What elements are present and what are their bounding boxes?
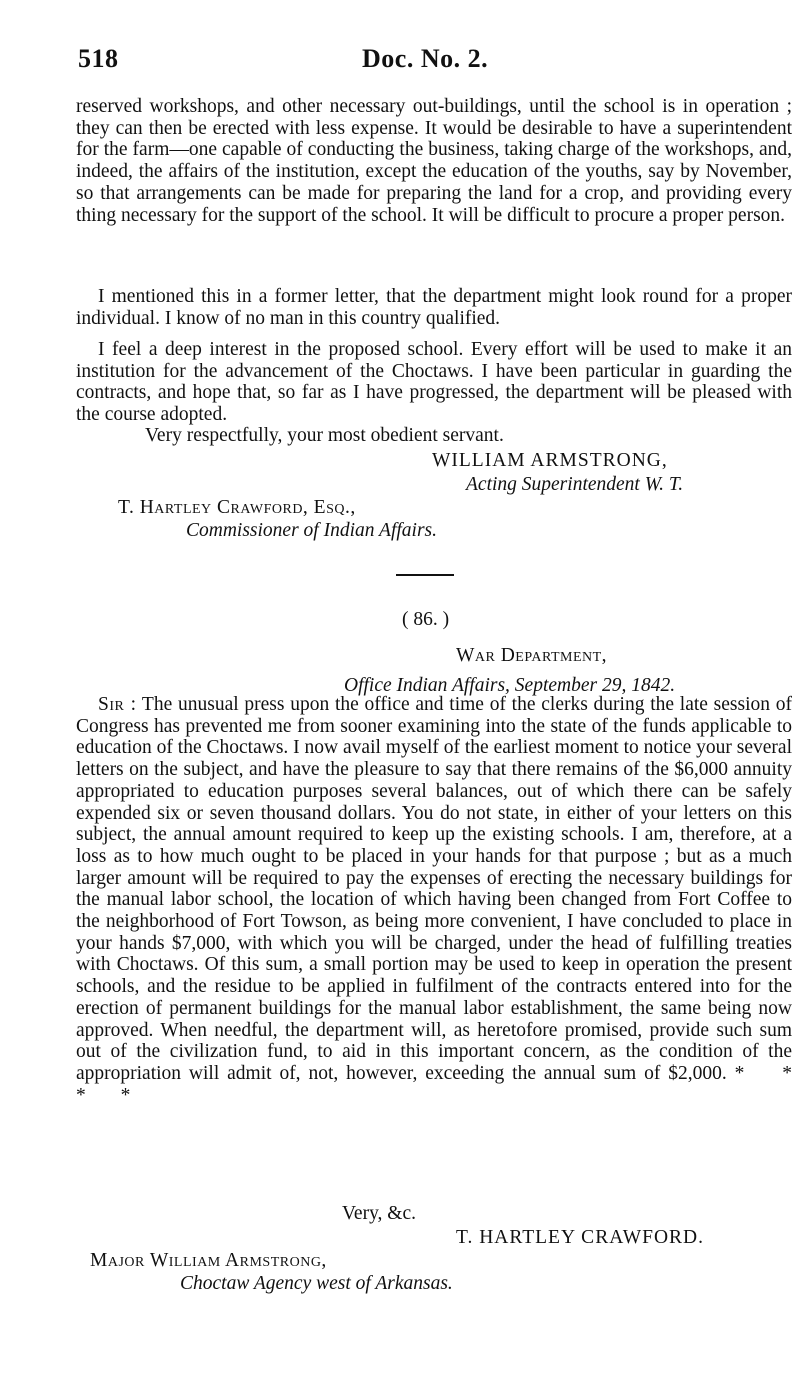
letter1-paragraph-2 [76,286,792,329]
letter2-addressee-title: Choctaw Agency west of Arkansas. [180,1273,453,1294]
section-divider [396,574,454,576]
letter1-closing: Very respectfully, your most obedient servant. [145,425,504,446]
letter2-salutation: Sir : [98,694,137,715]
page-header [78,44,790,84]
letter2-body [76,694,792,1106]
letter2-body-paragraph [76,694,792,1106]
letter2-number: ( 86. ) [402,609,450,630]
letter1-signature-name: WILLIAM ARMSTRONG, [432,450,668,471]
letter2-department: War Department, [456,645,608,666]
letter1-paragraph-1 [76,96,792,226]
letter2-closing: Very, &c. [342,1203,417,1224]
letter2-asterisks: * * * * [76,1062,793,1106]
letter1-signature-title: Acting Superintendent W. T. [466,474,684,495]
letter2-addressee-name: Major William Armstrong, [90,1250,327,1271]
letter1-addressee-name: T. Hartley Crawford, Esq., [118,497,356,518]
letter1-paragraph-3 [76,339,792,426]
letter2-signature-name: T. HARTLEY CRAWFORD. [456,1227,705,1248]
letter1-paragraph-3-text: I feel a deep interest in the proposed school. Every effort will be used to make it an institution for the advancement of the Choctaws. I have been particular in guarding the contracts, and hope that, so far as I have progressed, the department will be pleased with the course adopted. [76,339,792,426]
letter2-body-text: The unusual press upon the office and time of the clerks during the late session of Congress has prevented me from sooner examining into the state of the funds applicable to education of the Choctaws. I now avail myself of the earliest moment to notice your several letters on the subject, and have the pleasure to say that there remains of the $6,000 annuity appropriated to education purposes several balances, out of which there can be safely expended six or seven thousand dollars. You do not state, in either of your letters on this subject, the annual amount required to keep up the existing schools. I am, therefore, at a loss as to how much ought to be placed in your hands for that purpose ; but as a much larger amount will be required to pay the expenses of erecting the necessary buildings for the manual labor school, the location of which having been changed from Fort Coffee to the neighborhood of Fort Towson, as being more convenient, I have concluded to place in your hands $7,000, with which you will be charged, under the head of fulfilling treaties with Choctaws. Of this sum, a small portion may be used to keep in operation the present schools, and the residue to be applied in fulfilment of the contracts entered into for the erection of permanent buildings for the manual labor establishment, the same being now approved. When needful, the department will, as heretofore promised, provide such sum out of the civilization fund, to aid in this important concern, as the condition of the appropriation will admit of, not, however, exceeding the annual sum of $2,000. [76,694,792,1084]
letter2-dateline: Office Indian Affairs, September 29, 1842. [344,675,676,696]
letter1-addressee-title: Commissioner of Indian Affairs. [186,520,437,541]
letter1-paragraph-2-text: I mentioned this in a former letter, that the department might look round for a proper individual. I know of no man in this country qualified. [76,286,792,329]
letter1-paragraph-1-text: reserved workshops, and other necessary out-buildings, until the school is in operation ; they can then be erected with less expense. It would be desirable to have a superintendent for the farm—one capable of conducting the business, taking charge of the workshops, and, indeed, the affairs of the institution, except the education of the youths, say by November, so that arrangements can be made for preparing the land for a crop, and providing every thing necessary for the support of the school. It will be difficult to procure a proper person. [76,96,792,226]
document-title: Doc. No. 2. [362,44,489,73]
page-number: 518 [78,44,119,73]
